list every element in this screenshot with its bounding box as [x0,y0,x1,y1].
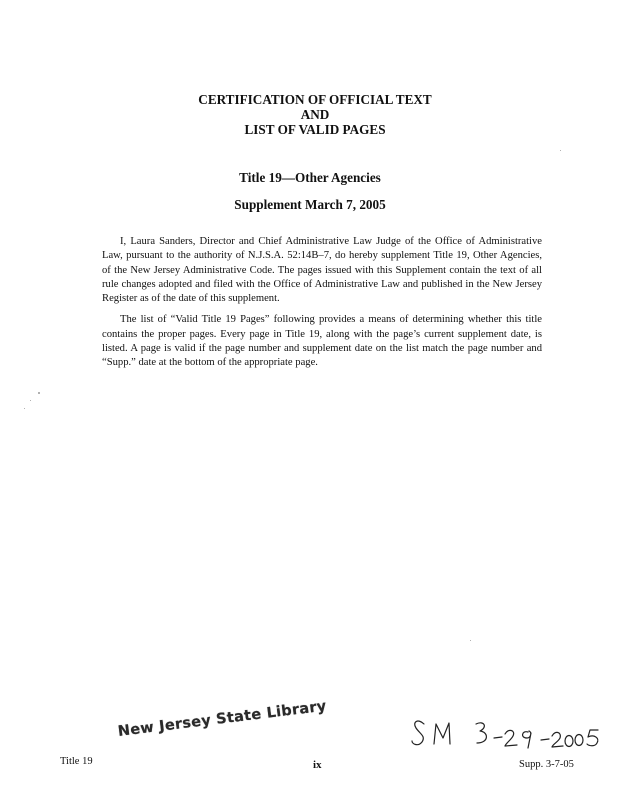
handwritten-date-note [410,710,610,754]
footer-page-number: ix [313,759,322,771]
supplement-heading: Supplement March 7, 2005 [234,197,386,212]
certification-body [102,235,542,378]
title-heading: Title 19—Other Agencies [239,170,381,185]
certification-heading [0,92,620,137]
scan-speck [24,408,25,409]
footer-title: Title 19 [60,756,93,767]
paragraph-certification: I, Laura Sanders, Director and Chief Administrative Law Judge of the Office of Administrative Law, pursuant to the authority of N.J.S.A. 52:14B–7, do hereby supplement Title 19, Other Agencies, of the New Jersey Administrative Code. The pages issued with this Supplement contain the text of all rule changes adopted and filed with the Office of Administrative Law and published in the New Jersey Register as of the date of this supplement. [102,236,542,305]
heading-line-3: LIST OF VALID PAGES [244,122,386,137]
paragraph-valid-pages: The list of “Valid Title 19 Pages” following provides a means of determining whether this title contains the proper pages. Every page in Title 19, along with the page’s current supplement date, is listed. A page is valid if the page number and supplement date on the list match the page number and “Supp.” date at the bottom of the appropriate page. [102,314,542,369]
scan-speck [560,150,561,151]
scan-speck [470,640,471,641]
scan-speck [30,400,31,401]
footer-supplement-date: Supp. 3-7-05 [519,759,574,770]
heading-line-1: CERTIFICATION OF OFFICIAL TEXT [198,92,432,107]
heading-line-2: AND [300,107,330,122]
library-stamp: New Jersey State Library [117,698,328,740]
scan-speck [38,392,40,394]
